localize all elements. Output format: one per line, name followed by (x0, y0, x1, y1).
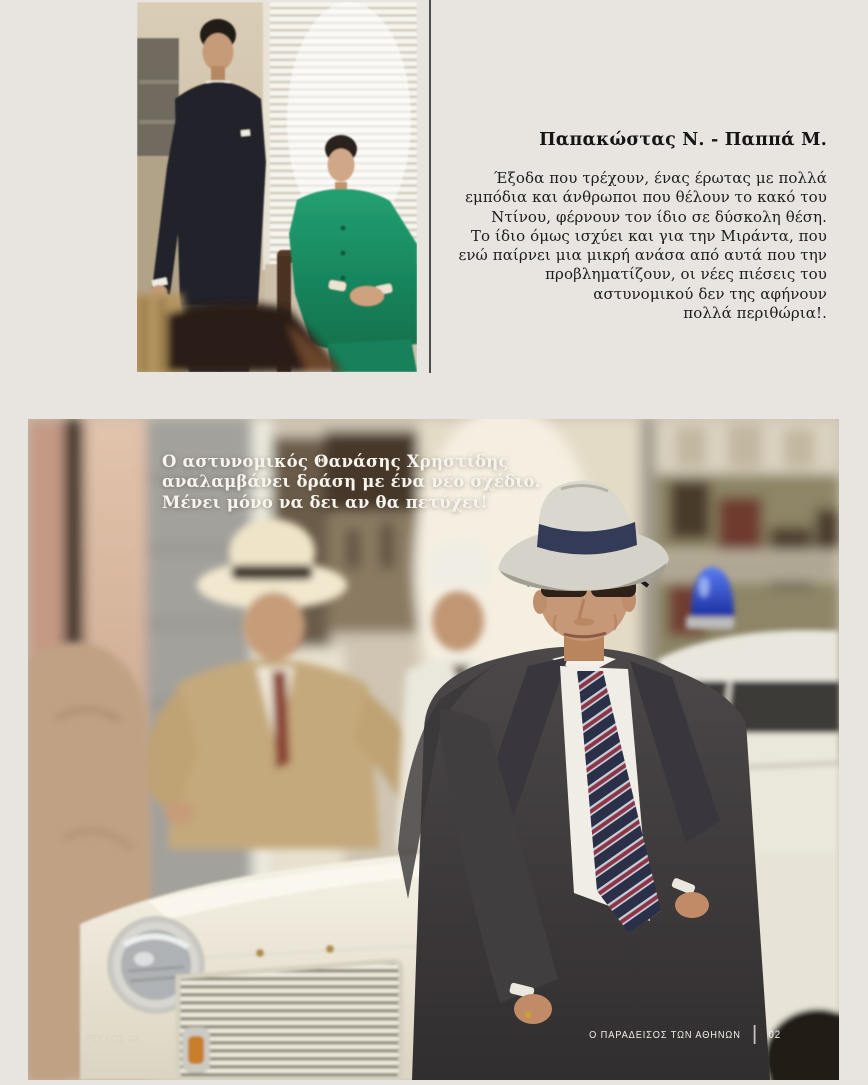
article-paragraph (377, 169, 827, 323)
caption-line: Ο αστυνομικός Θανάσης Χρηστίδης (162, 452, 509, 471)
top-photo (137, 2, 417, 372)
paragraph-line: εμπόδια και άνθρωποι που θέλουν το κακό του (465, 188, 827, 207)
paragraph-line: Έξοδα που τρέχουν, ένας έρωτας με πολλά (493, 169, 827, 187)
article-text-block (377, 130, 827, 323)
footer-magazine-title: Ο ΠΑΡΑΔΕΙΣΟΣ ΤΩΝ ΑΘΗΝΩΝ (589, 1028, 741, 1041)
paragraph-line: Ντίνου, φέρνουν τον ίδιο σε δύσκολη θέση. (491, 207, 827, 226)
article-heading: Παπακώστας Ν. - Παππά Μ. (539, 130, 827, 150)
paragraph-line: προβληματίζουν, οι νέες πιέσεις του (545, 265, 827, 284)
paragraph-line: ενώ παίρνει μια μικρή ανάσα από αυτά που την (458, 246, 827, 265)
footer-page-number: 02 (768, 1028, 781, 1041)
footer-issue-label: ΤΕΥΧΟΣ 02 (85, 1033, 140, 1045)
top-photo-illustration (137, 2, 417, 372)
caption-line: αναλαμβάνει δράση με ένα νέο σχέδιο. (162, 472, 541, 492)
footer-divider (754, 1025, 755, 1044)
bottom-photo (28, 419, 839, 1080)
photo-caption (162, 452, 541, 513)
street-scene-illustration (28, 419, 839, 1080)
caption-line: Μένει μόνο να δει αν θα πετύχει! (162, 492, 488, 512)
footer-right-group (589, 1025, 781, 1044)
paragraph-line: πολλά περιθώρια!. (683, 304, 827, 323)
paragraph-line: Το ίδιο όμως ισχύει και για την Μιράντα, που (470, 226, 827, 245)
paragraph-line: αστυνομικού δεν της αφήνουν (593, 284, 827, 303)
